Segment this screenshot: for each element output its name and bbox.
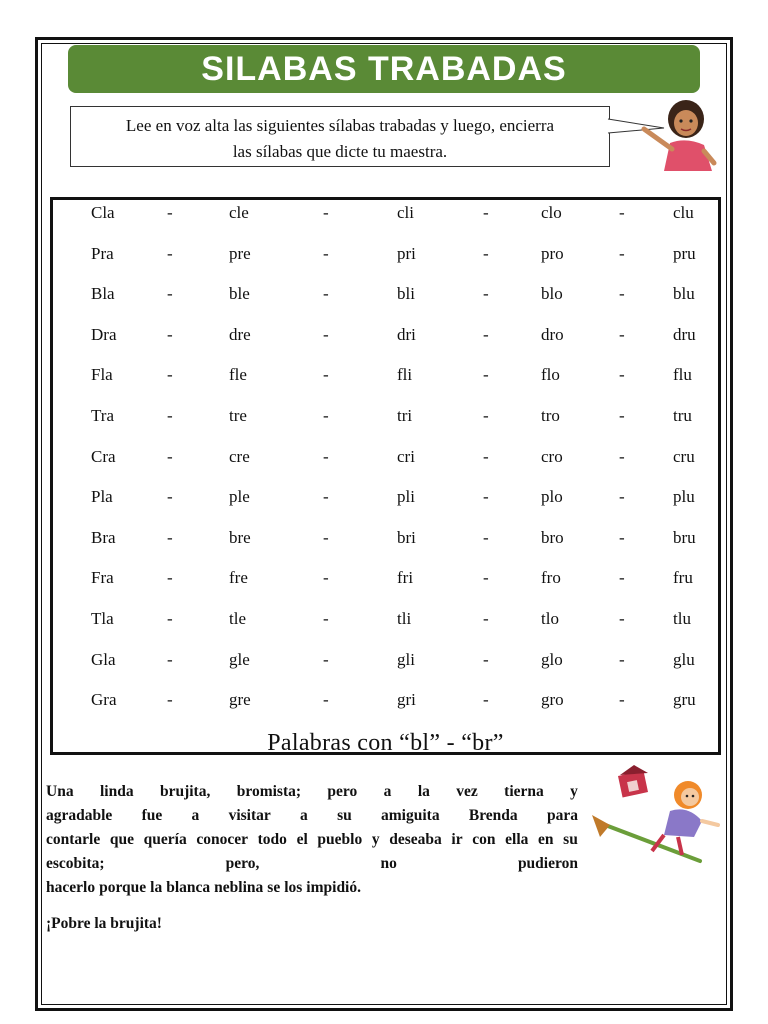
syllable: pro: [541, 243, 564, 263]
story-word: y: [371, 831, 380, 848]
syllable-separator: -: [323, 203, 329, 222]
syllable: Dra: [91, 324, 117, 344]
syllable-separator: -: [619, 406, 625, 425]
syllable-separator: -: [483, 406, 489, 425]
story-line-4: [46, 852, 578, 876]
syllable-separator: -: [167, 446, 173, 466]
story-word: ir: [451, 831, 463, 848]
story-word: bromista;: [236, 783, 302, 800]
syllable: Bra: [91, 527, 116, 547]
story-word: su: [337, 807, 352, 824]
words-subheading: Palabras con “bl” - “br”: [267, 730, 504, 755]
syllable: cro: [541, 446, 563, 466]
syllable-separator: -: [619, 487, 625, 507]
story-line-3: [46, 828, 578, 852]
story-word: amiguita: [381, 807, 440, 824]
story-word: Una: [46, 783, 74, 800]
syllable: Cra: [91, 446, 116, 466]
girl-pointing-icon: [634, 97, 720, 173]
syllable-separator: -: [323, 649, 329, 669]
syllable-separator: -: [619, 527, 625, 547]
syllable: gre: [229, 690, 251, 710]
syllable: bli: [397, 284, 415, 304]
syllable-separator: -: [619, 568, 625, 588]
story-word: fue: [141, 807, 163, 824]
story-word: a: [383, 783, 392, 800]
syllable: cre: [229, 446, 250, 466]
syllable-separator: -: [619, 649, 625, 669]
syllable-separator: -: [619, 203, 625, 222]
syllable: glu: [673, 649, 695, 669]
story-word: con: [472, 831, 496, 848]
story-word: hacerlo: [46, 879, 96, 896]
story-word: los: [284, 879, 303, 896]
syllable-separator: -: [483, 365, 489, 385]
syllable: fro: [541, 568, 561, 588]
story-word: conocer: [196, 831, 248, 848]
story-word: neblina: [214, 879, 264, 896]
syllable-row: [53, 284, 718, 308]
syllable-separator: -: [167, 365, 173, 385]
story-word: pero,: [225, 855, 260, 872]
syllable-separator: -: [483, 527, 489, 547]
title-banner: [68, 45, 700, 93]
story-word: brujita,: [159, 783, 211, 800]
syllable: tro: [541, 406, 560, 425]
syllable-separator: -: [483, 690, 489, 710]
story-word: a: [191, 807, 200, 824]
syllable: cru: [673, 446, 695, 466]
syllable-separator: -: [323, 406, 329, 425]
story-word: impidió.: [306, 879, 361, 896]
story-word: pudieron: [517, 855, 578, 872]
syllable-row: [53, 325, 718, 349]
story-line-2: [46, 804, 578, 828]
story-word: pueblo: [317, 831, 363, 848]
syllable: tlo: [541, 609, 559, 628]
syllable: bri: [397, 527, 416, 547]
story-word: tierna: [504, 783, 544, 800]
syllable: pli: [397, 487, 415, 507]
story-word: Brenda: [468, 807, 518, 824]
syllable: Cla: [91, 203, 115, 222]
syllable: clu: [673, 203, 694, 222]
syllable-separator: -: [619, 243, 625, 263]
syllable-row: [53, 447, 718, 471]
syllable: bre: [229, 527, 251, 547]
syllable-row: [53, 568, 718, 592]
syllable-separator: -: [323, 609, 329, 628]
syllable-separator: -: [323, 690, 329, 710]
syllable-separator: -: [167, 609, 173, 628]
story-word: el: [296, 831, 308, 848]
story-word: que: [109, 831, 134, 848]
syllable-row: [53, 528, 718, 552]
syllable: tre: [229, 406, 247, 425]
syllable-separator: -: [167, 690, 173, 710]
syllable: Fra: [91, 568, 114, 588]
syllable-row: [53, 406, 718, 430]
syllable-separator: -: [483, 649, 489, 669]
syllable-separator: -: [483, 243, 489, 263]
syllable-row: [53, 203, 718, 227]
syllable-separator: -: [167, 324, 173, 344]
syllable-separator: -: [619, 324, 625, 344]
story-word: ella: [505, 831, 529, 848]
syllable-separator: -: [483, 203, 489, 222]
syllable-separator: -: [323, 243, 329, 263]
story-word: escobita;: [46, 855, 105, 872]
story-word: deseaba: [389, 831, 442, 848]
syllable: Gla: [91, 649, 116, 669]
syllable: fri: [397, 568, 414, 588]
syllable: pri: [397, 243, 416, 263]
syllable: plo: [541, 487, 563, 507]
syllable-separator: -: [167, 649, 173, 669]
story-line-5: [46, 876, 578, 900]
syllable: bru: [673, 527, 696, 547]
syllable-row: [53, 487, 718, 511]
syllable: dru: [673, 324, 696, 344]
syllable-separator: -: [483, 324, 489, 344]
story-word: quería: [143, 831, 187, 848]
syllable: plu: [673, 487, 695, 507]
story-word: y: [570, 783, 578, 800]
syllable: ble: [229, 284, 250, 304]
syllable: gru: [673, 690, 696, 710]
syllable: Pla: [91, 487, 113, 507]
syllable: bro: [541, 527, 564, 547]
syllable-row: [53, 365, 718, 389]
witch-on-broom-icon: [590, 765, 730, 873]
syllable: clo: [541, 203, 562, 222]
syllable: Pra: [91, 243, 114, 263]
syllable: pre: [229, 243, 251, 263]
story-word: su: [563, 831, 578, 848]
syllable: flu: [673, 365, 692, 385]
syllable-separator: -: [167, 527, 173, 547]
syllable-separator: -: [323, 527, 329, 547]
syllable-separator: -: [619, 284, 625, 304]
syllable-separator: -: [167, 487, 173, 507]
story-word: la: [150, 879, 163, 896]
story-word: blanca: [166, 879, 211, 896]
instruction-line-2: las sílabas que dicte tu maestra.: [232, 142, 448, 161]
syllable: blu: [673, 284, 695, 304]
syllable-row: [53, 650, 718, 674]
syllable-separator: -: [323, 324, 329, 344]
syllable: tle: [229, 609, 246, 628]
story-line-1: [46, 780, 578, 804]
syllable: fle: [229, 365, 247, 385]
syllable: dre: [229, 324, 251, 344]
syllable: tri: [397, 406, 413, 425]
syllable-separator: -: [619, 446, 625, 466]
syllable-separator: -: [167, 406, 173, 425]
syllable: tru: [673, 406, 692, 425]
story-closing: ¡Pobre la brujita!: [46, 915, 162, 932]
syllable-separator: -: [323, 487, 329, 507]
syllable: pru: [673, 243, 696, 263]
syllable-separator: -: [323, 284, 329, 304]
syllable-separator: -: [483, 487, 489, 507]
syllable-separator: -: [483, 609, 489, 628]
syllable-row: [53, 609, 718, 633]
syllable: blo: [541, 284, 563, 304]
syllable-separator: -: [323, 446, 329, 466]
syllable-separator: -: [483, 446, 489, 466]
story-word: pero: [327, 783, 358, 800]
syllable: Tra: [91, 406, 114, 425]
syllable: cle: [229, 203, 249, 222]
syllable: gri: [397, 690, 416, 710]
syllable: gli: [397, 649, 415, 669]
story-word: para: [546, 807, 578, 824]
story-word: vez: [456, 783, 478, 800]
story-word: a: [300, 807, 308, 824]
syllable-separator: -: [167, 284, 173, 304]
syllable-row: [53, 244, 718, 268]
story-word: en: [538, 831, 554, 848]
syllable: gle: [229, 649, 250, 669]
syllable: cri: [397, 446, 415, 466]
syllable-separator: -: [167, 243, 173, 263]
syllable: flo: [541, 365, 560, 385]
syllable: gro: [541, 690, 564, 710]
story-word: linda: [99, 783, 134, 800]
syllable: dri: [397, 324, 416, 344]
page-title: SILABAS TRABADAS: [201, 49, 567, 88]
syllable: fru: [673, 568, 693, 588]
syllable: tli: [397, 609, 412, 628]
syllable: Bla: [91, 284, 115, 304]
syllable-separator: -: [619, 365, 625, 385]
syllable: ple: [229, 487, 250, 507]
story-word: contarle: [46, 831, 101, 848]
instruction-box: [70, 106, 610, 167]
story-word: todo: [257, 831, 287, 848]
syllable: tlu: [673, 609, 691, 628]
syllable-separator: -: [167, 568, 173, 588]
syllable-separator: -: [619, 609, 625, 628]
syllable: dro: [541, 324, 564, 344]
syllable-separator: -: [483, 284, 489, 304]
syllable: cli: [397, 203, 414, 222]
syllable: fli: [397, 365, 413, 385]
syllable-separator: -: [483, 568, 489, 588]
story-paragraph: [46, 780, 578, 936]
syllable-separator: -: [619, 690, 625, 710]
syllable: fre: [229, 568, 248, 588]
syllable: glo: [541, 649, 563, 669]
syllable: Tla: [91, 609, 114, 628]
story-word: la: [417, 783, 430, 800]
syllable: Gra: [91, 690, 117, 710]
story-word: no: [380, 855, 397, 872]
syllable-separator: -: [167, 203, 173, 222]
syllable-separator: -: [323, 365, 329, 385]
syllable: Fla: [91, 365, 113, 385]
story-word: visitar: [228, 807, 271, 824]
story-word: porque: [99, 879, 147, 896]
syllable-separator: -: [323, 568, 329, 588]
story-word: se: [267, 879, 281, 896]
story-word: agradable: [46, 807, 113, 824]
syllable-table: [50, 197, 721, 755]
instruction-line-1: Lee en voz alta las siguientes sílabas trabadas y luego, encierra: [125, 116, 555, 135]
syllable-row: [53, 690, 718, 714]
